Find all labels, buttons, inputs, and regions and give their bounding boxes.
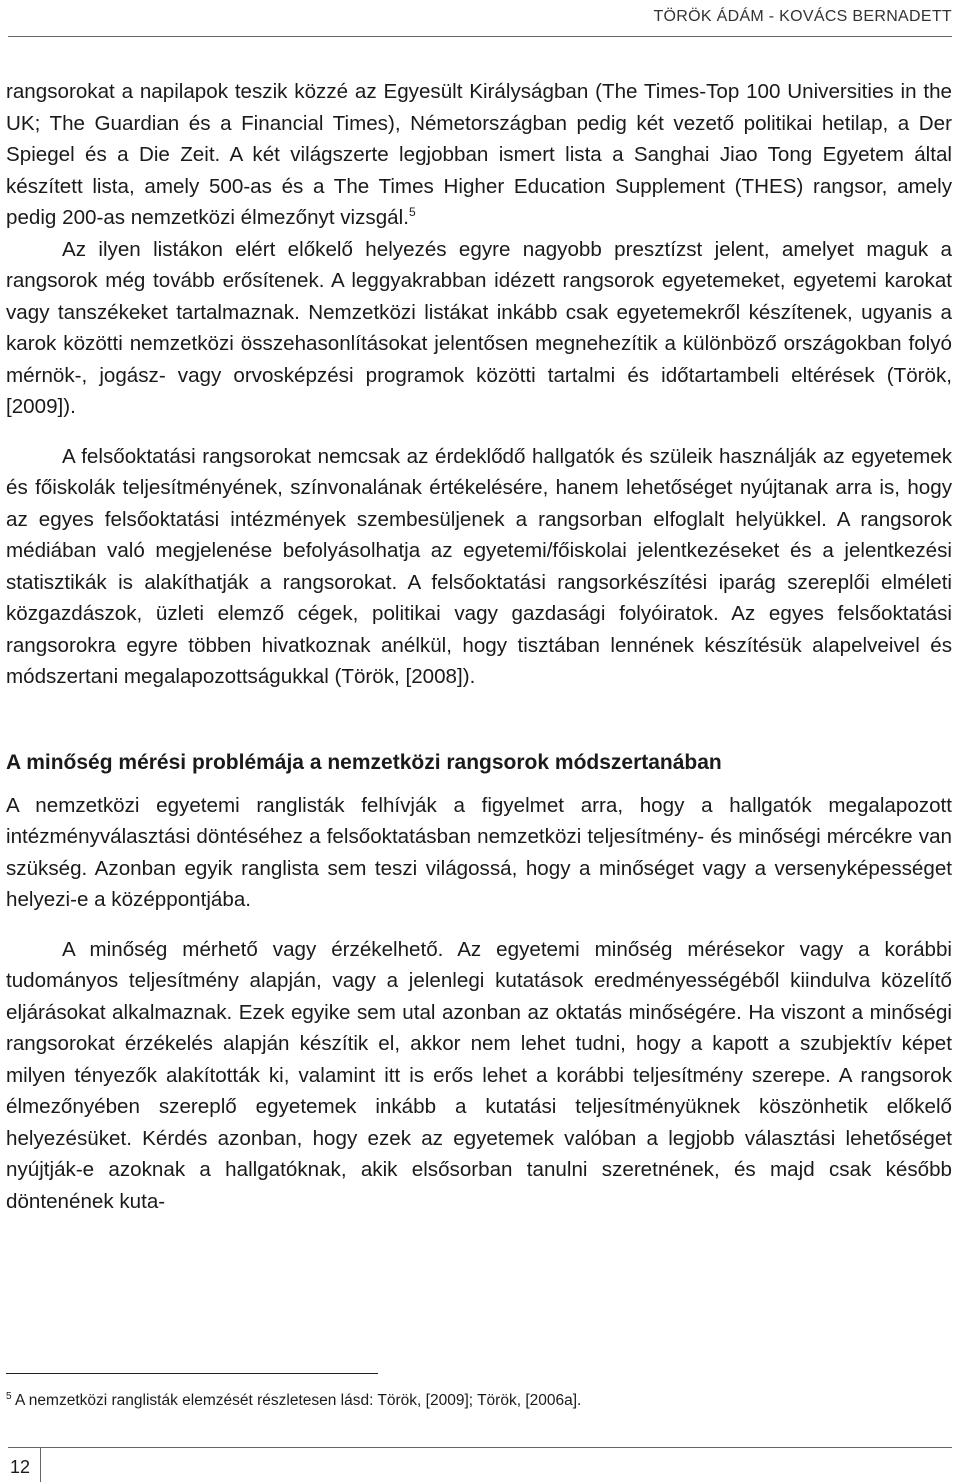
footnote bbox=[6, 1391, 581, 1411]
paragraph: A felsőoktatási rangsorokat nemcsak az érdeklődő hallgatók és szüleik használják az egyetemek és főiskolák teljesítményének, színvonalának értékelésére, hanem lehetőséget nyújtanak arra is, hogy az egyes felsőoktatási intézmények szembesüljenek a rangsorban elfoglalt helyükkel. A rangsorok médiában való megjelenése befolyásolhatja az egyetemi/főiskolai jelentkezéseket és a jelentkezési statisztikák is alakíthatják a rangsorokat. A felsőoktatási rangsorkészítési iparág szereplői elméleti közgazdászok, üzleti elemző cégek, politikai vagy gazdasági folyóiratok. Az egyes felsőoktatási rangsorokra egyre többen hivatkoznak anélkül, hogy tisztában lennének készítésük alapelveivel és módszertani megalapozottságukkal (Török, [2008]). bbox=[6, 444, 952, 688]
paragraph-continued bbox=[6, 76, 952, 234]
paragraph: Az ilyen listákon elért előkelő helyezés egyre nagyobb presztízst jelent, amelyet maguk a rangsorok még tovább erősítenek. A leggyakrabban idézett rangsorok egyetemeket, egyetemi karokat vagy tanszékeket tartalmaznak. Nemzetközi listákat inkább csak egyetemekről készítenek, ugyanis a karok közötti nemzetközi összehasonlításokat jelentősen megnehezítik a különböző országokban folyó mérnök-, jogász- vagy orvosképzési programok közötti tartalmi és időtartambeli eltérések (Török, [2009]). bbox=[6, 237, 952, 418]
footnote-reference[interactable]: 5 bbox=[408, 205, 416, 220]
section-heading: A minőség mérési problémája a nemzetközi rangsorok módszertanában bbox=[6, 750, 722, 774]
page-number: 12 bbox=[10, 1457, 31, 1477]
page-body bbox=[6, 76, 952, 1217]
paragraph: A nemzetközi egyetemi ranglisták felhívják a figyelmet arra, hogy a hallgatók megalapozott intézményválasztási döntéséhez a felsőoktatásban nemzetközi teljesítmény- és minőségi mércékre van szükség. Azonban egyik ranglista sem teszi világossá, hogy a minőséget vagy a versenyképességet helyezi-e a középpontjába. bbox=[6, 793, 952, 911]
footnote-marker: 5 bbox=[6, 1390, 12, 1402]
footnote-text: A nemzetközi ranglisták elemzését részletesen lásd: Török, [2009]; Török, [2006a]. bbox=[15, 1392, 582, 1409]
running-header: TÖRÖK ÁDÁM - KOVÁCS BERNADETT bbox=[653, 8, 952, 25]
paragraph-text: rangsorokat a napilapok teszik közzé az Egyesült Királyságban (The Times-Top 100 Universities in the UK; The Guardian és a Financial Times), Németországban pedig két vezető politikai hetilap, a Der Spiegel és a Die Zeit. A két világszerte legjobban ismert lista a Sanghai Jiao Tong Egyetem által készített lista, amely 500-as és a The Times Higher Education Supplement (THES) rangsor, amely pedig 200-as nemzetközi élmezőnyt vizsgál. bbox=[6, 80, 952, 229]
header-divider bbox=[8, 36, 952, 37]
page-number-separator bbox=[40, 1447, 41, 1482]
paragraph: A minőség mérhető vagy érzékelhető. Az egyetemi minőség mérésekor vagy a korábbi tudományos teljesítmény alapján, vagy a jelenlegi kutatások eredményességéből kiindulva közelítő eljárásokat alkalmaznak. Ezek egyike sem utal azonban az oktatás minőségére. Ha viszont a minőségi rangsorokat érzékelés alapján készítik el, akkor nem lehet tudni, hogy a kapott a szubjektív képet milyen tényezők alakították ki, valamint itt is erős lehet a korábbi teljesítmény szerepe. A rangsorok élmezőnyében szereplő egyetemek inkább a kutatási teljesítményüknek köszönhetik előkelő helyezésüket. Kérdés azonban, hogy ezek az egyetemek valóban a legjobb választási lehetőséget nyújtják-e azoknak a hallgatóknak, akik elsősorban tanulni szeretnének, és majd csak később döntenének kuta- bbox=[6, 937, 952, 1213]
footer-divider bbox=[8, 1447, 952, 1448]
footnote-divider bbox=[6, 1373, 378, 1374]
